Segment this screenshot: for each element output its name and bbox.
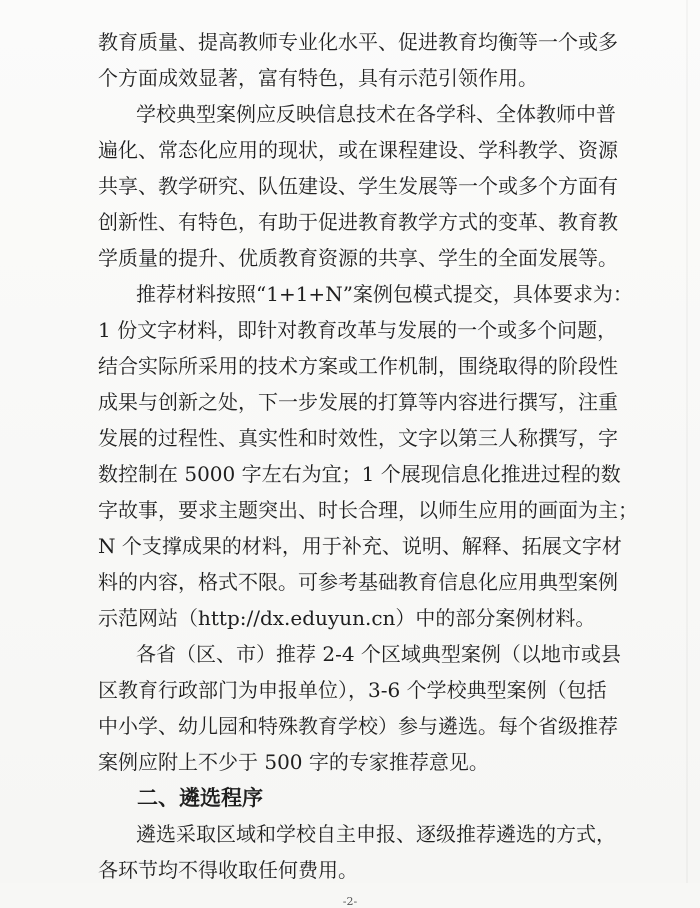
- text-line: 个方面成效显著，富有特色，具有示范引领作用。: [98, 66, 538, 90]
- text-line: 学质量的提升、优质教育资源的共享、学生的全面发展等。: [98, 246, 618, 270]
- text-line: 料的内容，格式不限。可参考基础教育信息化应用典型案例: [98, 570, 618, 594]
- text-line: 共享、教学研究、队伍建设、学生发展等一个或多个方面有: [98, 174, 618, 198]
- text-line: N 个支撑成果的材料，用于补充、说明、解释、拓展文字材: [98, 534, 622, 558]
- text-line: 各省（区、市）推荐 2-4 个区域典型案例（以地市或县: [136, 642, 621, 666]
- text-line: 推荐材料按照“1+1+N”案例包模式提交，具体要求为：: [136, 282, 633, 306]
- text-line: 数控制在 5000 字左右为宜；1 个展现信息化推进过程的数: [98, 462, 621, 486]
- text-line: 学校典型案例应反映信息技术在各学科、全体教师中普: [136, 102, 616, 126]
- text-line: 区教育行政部门为申报单位），3-6 个学校典型案例（包括: [98, 678, 607, 702]
- text-line: 1 份文字材料，即针对教育改革与发展的一个或多个问题，: [98, 318, 618, 342]
- text-line: 示范网站（http://dx.eduyun.cn）中的部分案例材料。: [98, 606, 596, 630]
- text-line: 字故事，要求主题突出、时长合理，以师生应用的画面为主；: [98, 498, 638, 522]
- text-line: 遍化、常态化应用的现状，或在课程建设、学科教学、资源: [98, 138, 618, 162]
- text-line: 案例应附上不少于 500 字的专家推荐意见。: [98, 750, 489, 774]
- text-line: 教育质量、提高教师专业化水平、促进教育均衡等一个或多: [98, 30, 618, 54]
- page-number: -2-: [342, 895, 358, 908]
- text-line: 创新性、有特色，有助于促进教育教学方式的变革、教育教: [98, 210, 618, 234]
- section-heading: 二、遴选程序: [137, 785, 263, 810]
- text-line: 遴选采取区域和学校自主申报、逐级推荐遴选的方式，: [136, 822, 616, 846]
- text-line: 成果与创新之处，下一步发展的打算等内容进行撰写，注重: [98, 390, 618, 414]
- text-line: 中小学、幼儿园和特殊教育学校）参与遴选。每个省级推荐: [98, 714, 618, 738]
- scan-shadow: [686, 0, 688, 883]
- text-line: 结合实际所采用的技术方案或工作机制，围绕取得的阶段性: [98, 354, 618, 378]
- text-line: 各环节均不得收取任何费用。: [98, 858, 358, 882]
- text-line: 发展的过程性、真实性和时效性，文字以第三人称撰写，字: [98, 426, 618, 450]
